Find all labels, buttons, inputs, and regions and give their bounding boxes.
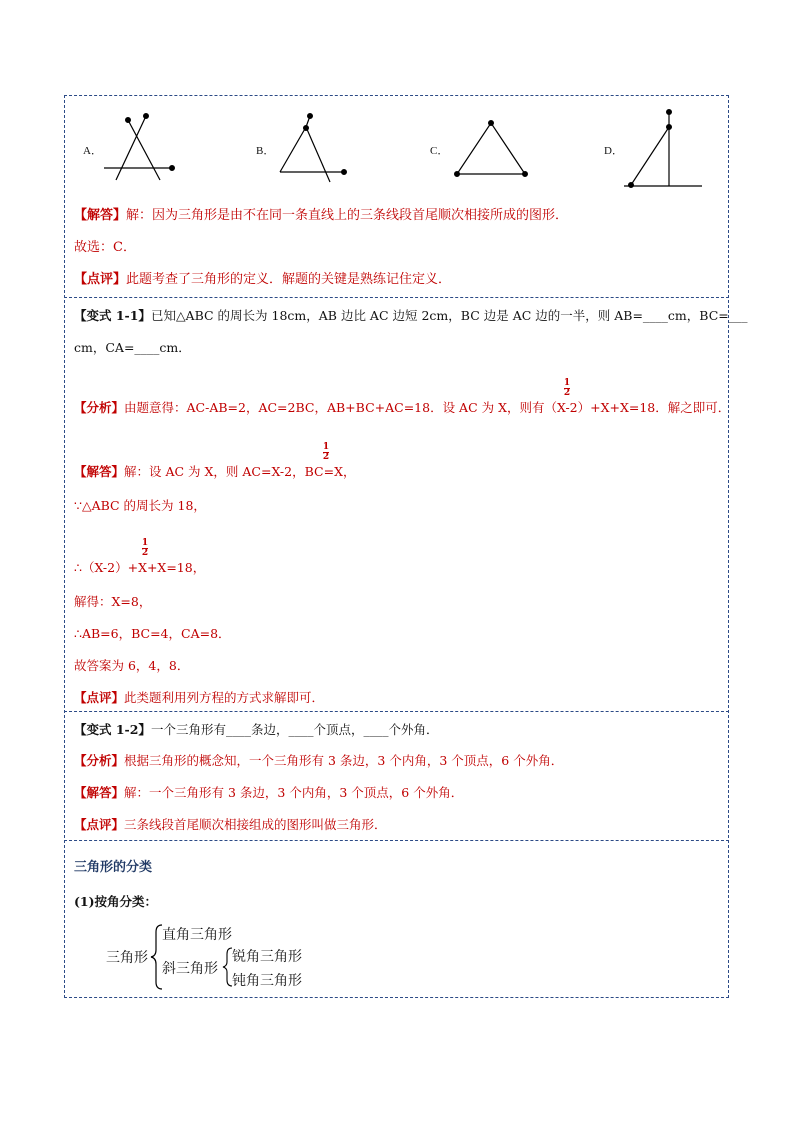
variant-1-1-step: ∵△ABC 的周长为 18， (74, 498, 206, 513)
option-a-label: A． (83, 145, 102, 157)
variant-1-1-step: ∴AB=6，BC=4，CA=8． (74, 626, 231, 641)
variant-1-2-answer: 【解答】解：一个三角形有 3 条边，3 个内角，3 个顶点，6 个外角． (74, 785, 464, 800)
variant-1-1-comment: 【点评】此类题利用列方程的方式求解即可． (74, 690, 325, 705)
section-heading: 三角形的分类 (74, 860, 153, 875)
classification-obtuse: 钝角三角形 (232, 973, 302, 989)
sub-heading: (1)按角分类： (74, 894, 158, 909)
classification-right: 直角三角形 (162, 927, 232, 943)
classification-root: 三角形 (106, 950, 148, 966)
variant-1-1-step: 解得：X=8， (74, 594, 152, 609)
option-c-label: C． (430, 145, 449, 157)
option-d-label: D． (604, 145, 623, 157)
fraction-half: 1 2 (563, 378, 571, 398)
variant-1-2-question: 【变式 1-2】一个三角形有____条边，____个顶点，____个外角． (74, 722, 439, 737)
example-comment: 【点评】此题考查了三角形的定义．解题的关键是熟练记住定义． (74, 272, 452, 287)
fraction-half: 1 2 (141, 538, 149, 558)
example-answer: 【解答】解：因为三角形是由不在同一条直线上的三条线段首尾顺次相接所成的图形． (74, 208, 569, 223)
classification-acute: 锐角三角形 (232, 949, 302, 965)
variant-1-2-comment: 【点评】三条线段首尾顺次相接组成的图形叫做三角形． (74, 817, 387, 832)
classification-oblique: 斜三角形 (162, 961, 218, 977)
example-choice: 故选：C． (74, 240, 136, 255)
variant-1-2-analysis: 【分析】根据三角形的概念知，一个三角形有 3 条边，3 个内角，3 个顶点，6 个外角． (74, 753, 564, 768)
fraction-half: 1 2 (322, 442, 330, 462)
variant-1-1-step: ∴（X-2）+X+X=18， (74, 560, 206, 575)
option-b-label: B． (256, 145, 275, 157)
variant-1-1-answer: 【解答】解：设 AC 为 X，则 AC=X-2，BC=X， (74, 464, 356, 479)
variant-1-1-question: 【变式 1-1】已知△ABC 的周长为 18cm，AB 边比 AC 边短 2cm，BC 边是 AC 边的一半，则 AB=____cm，BC=___ (74, 308, 748, 323)
variant-1-1-analysis: 【分析】由题意得：AC-AB=2，AC=2BC，AB+BC+AC=18．设 AC 为 X，则有（X-2）+X+X=18．解之即可． (74, 400, 731, 415)
variant-1-1-question-cont: cm，CA=____cm． (74, 340, 191, 355)
variant-1-1-step: 故答案为 6，4，8． (74, 658, 190, 673)
